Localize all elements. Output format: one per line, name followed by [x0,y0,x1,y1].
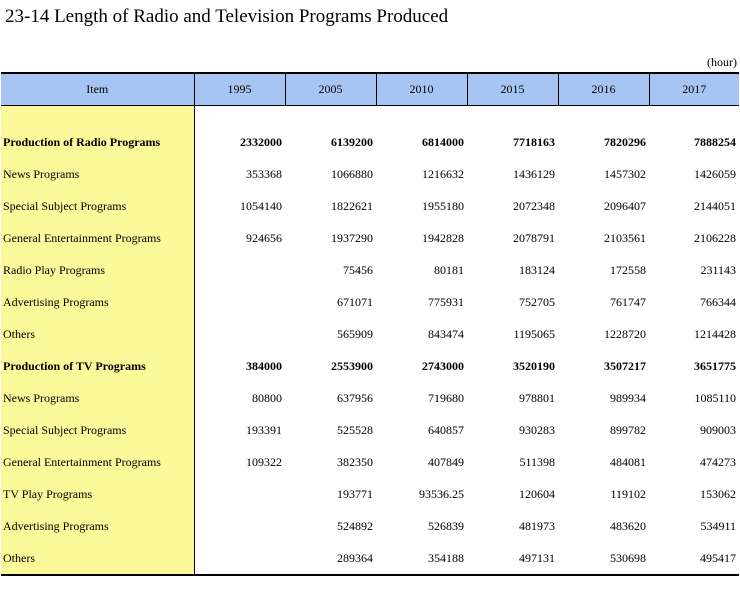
value-cell-2010: 80181 [434,262,464,277]
item-cell: Special Subject Programs [1,190,194,222]
value-cell-2005: 193771 [337,486,373,501]
table-row-total [1,126,739,158]
value-cell-2015: 978801 [519,390,555,405]
value-cell-2010: 719680 [428,390,464,405]
table-row-total [1,350,739,382]
programs-table [1,72,739,576]
value-cell-1995: 193391 [246,422,282,437]
value-cell-2017: 231143 [700,262,736,277]
value-cell-1995: 80800 [252,390,282,405]
value-cell-2017: 153062 [700,486,736,501]
item-cell: Production of TV Programs [1,350,194,382]
value-cell-2005: 2553900 [331,358,373,373]
value-cell-2015: 2078791 [513,230,555,245]
item-cell: Advertising Programs [1,510,194,542]
value-cell-2017: 495417 [649,542,739,575]
value-cell-2015: 511398 [519,454,555,469]
value-cell-2010: 775931 [428,294,464,309]
value-cell-2010: 843474 [428,326,464,341]
column-header-1995: 1995 [194,73,285,106]
value-cell-2005: 382350 [337,454,373,469]
value-cell-2016: 7820296 [604,134,646,149]
value-cell-2015: 752705 [519,294,555,309]
table-row [1,510,739,542]
column-header-2016: 2016 [558,73,649,106]
value-cell-2016: 119102 [610,486,646,501]
item-cell: Advertising Programs [1,286,194,318]
value-cell-2016: 530698 [558,542,649,575]
page-title: 23-14 Length of Radio and Television Programs Produced [5,6,449,27]
value-cell-1995: 109322 [246,454,282,469]
value-cell-2005: 1066880 [331,166,373,181]
value-cell-2016: 989934 [610,390,646,405]
value-cell-2005: 525528 [337,422,373,437]
item-cell: News Programs [1,382,194,414]
value-cell-2017: 474273 [700,454,736,469]
item-cell: Radio Play Programs [1,254,194,286]
value-cell-2010: 640857 [428,422,464,437]
table-row [1,446,739,478]
value-cell-2010: 1942828 [422,230,464,245]
value-cell-2005: 1822621 [331,198,373,213]
value-cell-2005: 524892 [337,518,373,533]
value-cell-1995: 384000 [246,358,282,373]
table-row [1,382,739,414]
header-row [1,73,739,106]
value-cell-2016: 899782 [610,422,646,437]
value-cell-2016: 3507217 [604,358,646,373]
item-cell: Others [1,318,194,350]
value-cell-2016: 1228720 [604,326,646,341]
value-cell-2010: 1955180 [422,198,464,213]
value-cell-2005: 1937290 [331,230,373,245]
column-header-2017: 2017 [649,73,739,106]
value-cell-2016: 172558 [610,262,646,277]
table-row [1,542,739,575]
value-cell-2010: 2743000 [422,358,464,373]
item-cell: Others [1,542,194,575]
value-cell-2017: 1085110 [694,390,736,405]
value-cell-2016: 483620 [610,518,646,533]
table-row [1,158,739,190]
unit-label: (hour) [707,55,737,69]
value-cell-1995 [194,286,285,318]
value-cell-2015: 481973 [519,518,555,533]
value-cell-2010: 6814000 [422,134,464,149]
value-cell-2017: 1214428 [694,326,736,341]
item-cell: General Entertainment Programs [1,222,194,254]
value-cell-2017: 7888254 [694,134,736,149]
value-cell-2005: 289364 [285,542,376,575]
value-cell-2017: 534911 [700,518,736,533]
table-row [1,190,739,222]
value-cell-1995: 2332000 [240,134,282,149]
value-cell-1995: 924656 [246,230,282,245]
value-cell-2005: 6139200 [331,134,373,149]
table-row [1,286,739,318]
value-cell-2017: 766344 [700,294,736,309]
value-cell-1995: 1054140 [240,198,282,213]
value-cell-2010: 407849 [428,454,464,469]
value-cell-2005: 75456 [343,262,373,277]
value-cell-1995 [194,542,285,575]
value-cell-2015: 930283 [519,422,555,437]
column-header-2005: 2005 [285,73,376,106]
table-row [1,478,739,510]
value-cell-1995 [194,478,285,510]
table-row [1,222,739,254]
value-cell-1995 [194,510,285,542]
item-cell: TV Play Programs [1,478,194,510]
value-cell-2010: 354188 [376,542,467,575]
value-cell-2015: 183124 [519,262,555,277]
value-cell-2016: 2096407 [604,198,646,213]
column-header-item: Item [1,73,194,106]
value-cell-2015: 7718163 [513,134,555,149]
column-header-2015: 2015 [467,73,558,106]
value-cell-2016: 484081 [610,454,646,469]
value-cell-1995: 353368 [246,166,282,181]
item-cell [1,106,194,127]
value-cell-2017: 909003 [700,422,736,437]
value-cell-2005: 637956 [337,390,373,405]
value-cell-2015: 497131 [467,542,558,575]
value-cell-2015: 1195065 [513,326,555,341]
value-cell-2010: 526839 [428,518,464,533]
column-header-2010: 2010 [376,73,467,106]
value-cell-2015: 120604 [519,486,555,501]
value-cell-2017: 1426059 [694,166,736,181]
value-cell-2017: 2144051 [694,198,736,213]
value-cell-2016: 2103561 [604,230,646,245]
table-row [1,254,739,286]
value-cell-2015: 1436129 [513,166,555,181]
value-cell-1995 [194,318,285,350]
item-cell: Production of Radio Programs [1,126,194,158]
value-cell-2016: 1457302 [604,166,646,181]
item-cell: General Entertainment Programs [1,446,194,478]
value-cell-2010: 93536.25 [419,486,464,501]
value-cell-2017: 2106228 [694,230,736,245]
value-cell-2005: 565909 [337,326,373,341]
item-cell: Special Subject Programs [1,414,194,446]
value-cell-1995 [194,254,285,286]
spacer-row [1,106,739,127]
value-cell-2005: 671071 [337,294,373,309]
table-body [1,106,739,576]
value-cell-2016: 761747 [610,294,646,309]
table-row [1,414,739,446]
value-cell-2010: 1216632 [422,166,464,181]
value-cell-2017: 3651775 [694,358,736,373]
table-row [1,318,739,350]
value-cell-2015: 2072348 [513,198,555,213]
value-cell-2015: 3520190 [513,358,555,373]
item-cell: News Programs [1,158,194,190]
